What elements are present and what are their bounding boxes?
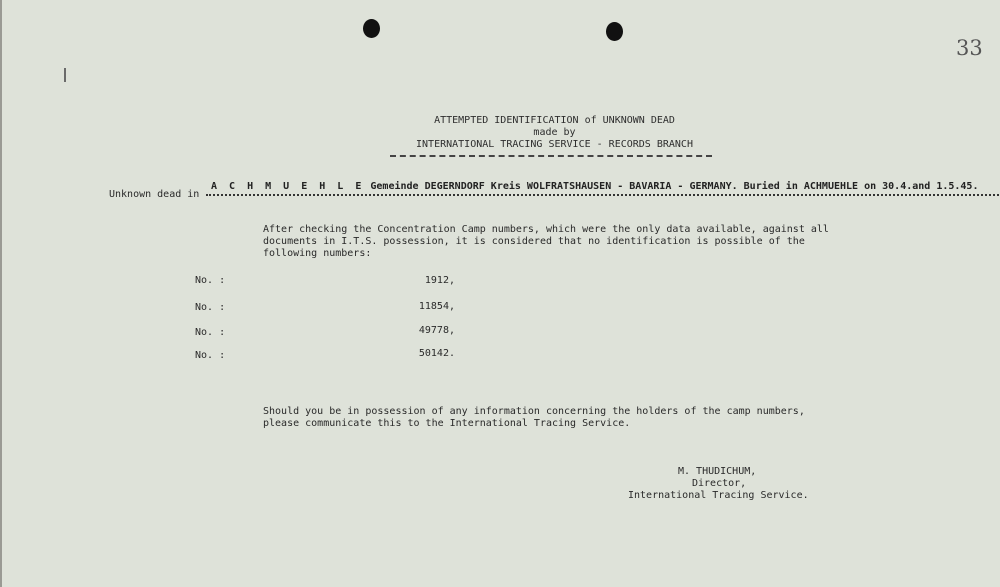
closing-line-2: please communicate this to the International Tracing Service. — [263, 418, 631, 429]
punch-hole-right — [606, 22, 623, 41]
signature-name: M. THUDICHUM, — [678, 466, 757, 477]
page-number: 33 — [956, 36, 983, 60]
number-value: 50142. — [418, 348, 455, 359]
punch-hole-left — [363, 19, 380, 38]
place-detail: Gemeinde DEGERNDORF Kreis WOLFRATSHAUSEN - BAVARIA - GERMANY. Buried in ACHMUEHLE on 30.4.and 1.5.45. — [370, 181, 979, 192]
number-label: No. : — [195, 327, 226, 338]
closing-line-1: Should you be in possession of any information concerning the holders of the camp numbers, — [263, 406, 805, 417]
number-value: 49778, — [418, 325, 455, 336]
number-label: No. : — [195, 350, 226, 361]
intro-line-1: After checking the Concentration Camp numbers, which were the only data available, against all — [263, 224, 829, 235]
header-rule — [390, 155, 712, 157]
number-value: 11854, — [418, 301, 455, 312]
number-label: No. : — [195, 275, 226, 286]
number-value: 1912, — [424, 275, 455, 286]
intro-line-3: following numbers: — [263, 248, 372, 259]
intro-line-2: documents in I.T.S. possession, it is considered that no identification is possible of the — [263, 236, 805, 247]
signature-title: Director, — [692, 478, 747, 489]
burial-place — [211, 181, 978, 192]
signature-organization: International Tracing Service. — [628, 490, 809, 501]
header-subtitle: made by — [533, 127, 576, 138]
margin-mark — [64, 68, 66, 82]
unknown-dead-line — [109, 181, 1000, 203]
place-name: A C H M U E H L E — [211, 181, 365, 192]
number-label: No. : — [195, 302, 226, 313]
unknown-dead-label: Unknown dead in — [109, 189, 200, 200]
header-organization: INTERNATIONAL TRACING SERVICE - RECORDS BRANCH — [416, 139, 693, 150]
dotted-rule — [206, 194, 1000, 196]
header-title: ATTEMPTED IDENTIFICATION of UNKNOWN DEAD — [434, 115, 675, 126]
